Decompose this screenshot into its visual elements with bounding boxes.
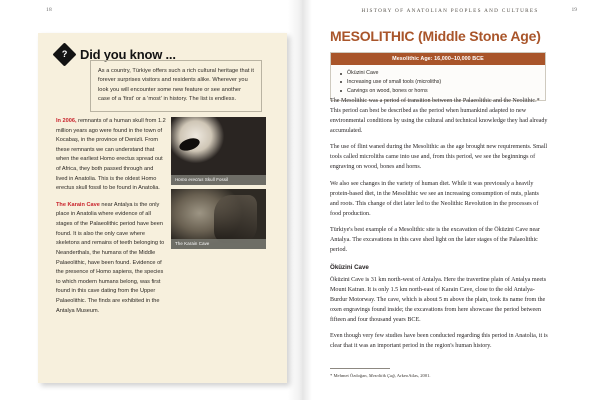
footnote-tail: , ArkeoAtlas, 2001.: [394, 373, 431, 378]
karain-cave-photo: [171, 189, 266, 249]
paragraph-kocabas: [56, 117, 166, 194]
footnote-divider: [330, 368, 390, 369]
running-head: HISTORY OF ANATOLIAN PEOPLES AND CULTURES: [361, 8, 539, 14]
footnote-marker: *: [330, 373, 333, 378]
list-item: Carvings on wood, bones or horns: [347, 87, 539, 96]
left-figure-column: [171, 117, 266, 249]
paragraph-karain: [56, 201, 166, 316]
homo-erectus-skull-caption: [171, 175, 266, 185]
body-paragraph-6: Even though very few studies have been conducted regarding this period in Anatolia, it is clear that it was an important period in the region's human history.: [330, 333, 548, 350]
paragraph-kocabas-lead: In 2006,: [56, 118, 77, 124]
body-paragraph-4: Türkiye's best example of a Mesolithic site is the excavation of the Öküzini Cave near Antalya. The excavations in this cave shed light on the later stages of the Palaeolithic period.: [330, 227, 540, 254]
did-you-know-panel: [38, 33, 287, 383]
karain-cave-caption: The Karain Cave: [171, 239, 266, 249]
caption-rest-part: Skull Fossil: [203, 177, 229, 183]
footnote-title: Mezolitik Çağ: [368, 373, 395, 378]
page-number-left: 18: [46, 7, 53, 13]
mesolithic-fact-box: [330, 52, 546, 101]
caption-italic-part: Homo erectus: [175, 177, 204, 183]
fact-box-header: Mesolithic Age: 16,000–10,000 BCE: [331, 53, 545, 65]
homo-erectus-skull-photo: [171, 117, 266, 185]
left-text-column: [56, 117, 166, 323]
footnote: [330, 373, 550, 379]
body-paragraph-3: We also see changes in the variety of human diet. While it was previously a heavily protein-based diet, in the Mesolithic we see an increasing consumption of nuts, plants and roots. This change of diet later led to the Neolithic Revolution in the processes of food production.: [330, 181, 539, 217]
footnote-author: Mehmet Özdoğan,: [333, 373, 369, 378]
page-title: MESOLITHIC (Middle Stone Age): [330, 28, 541, 44]
body-paragraph-5: Öküzini Cave is 31 km north-west of Antalya. Here the travertine plain of Antalya meets Mount Katran. It is only 1.5 km north-east of Karain Cave, close to the old Antalya-Burdur Motorway. The cave, which is about 5 m above the plain, took its name from the oxen engravings found inside; the excavations from here showcase the period between fifteen and four thousand years BCE.: [330, 277, 547, 323]
paragraph-kocabas-body: remnants of a human skull from 1.2 million years ago were found in the town of Kocabaş, in the province of Denizli. From these remnants we can understand that when the earliest Homo erectus spread out of Africa, they both passed through and lived in Anatolia. This is the oldest Homo erectus skull fossil to be found in Anatolia.: [56, 118, 166, 192]
body-paragraph-1: The Mesolithic was a period of transition between the Palaeolithic and the Neolithic.* This period can best be described as the period when humankind adapted to new environmental conditions by using the cultural and technical knowledge they had already accumulated.: [330, 98, 548, 134]
list-item: Increasing use of small tools (microliths): [347, 78, 539, 87]
question-mark-glyph: ?: [61, 49, 68, 59]
paragraph-karain-body: near Antalya is the only place in Anatolia where evidence of all stages of the Palaeolithic period have been found. It is also the only cave where skeletons and remains of teeth belonging to Neanderthals, the humans of the Middle Palaeolithic, have been found. Evidence of the presence of Homo sapiens, the species to which modern humans belong, was first found in this cave dating from the Upper Palaeolithic. The finds are exhibited in the Antalya Museum.: [56, 201, 165, 314]
paragraph-karain-lead: The Karain Cave: [56, 201, 100, 208]
did-you-know-title: Did you know ...: [80, 47, 176, 62]
right-text-column: [330, 97, 548, 359]
right-page: [300, 0, 600, 400]
question-mark-diamond-icon: [52, 42, 76, 66]
body-paragraph-2: The use of flint waned during the Mesolithic as the age brought new requirements. Small tools called microliths came into use and, from this period, we see the beginnings of engraving on wood, bones and horns.: [330, 144, 548, 171]
fact-box-list: [331, 65, 545, 100]
list-item: Öküzini Cave: [347, 69, 539, 78]
section-subheading: Öküzini Cave: [330, 264, 369, 272]
did-you-know-callout-text: As a country, Türkiye offers such a rich cultural heritage that it forever surprises visitors and residents alike. Wherever you look you will encounter some new feature or see another case of a 'first' or a 'most' in history. The list is endless.: [98, 68, 254, 103]
page-number-right: 19: [571, 7, 577, 13]
did-you-know-callout-box: [90, 60, 262, 112]
